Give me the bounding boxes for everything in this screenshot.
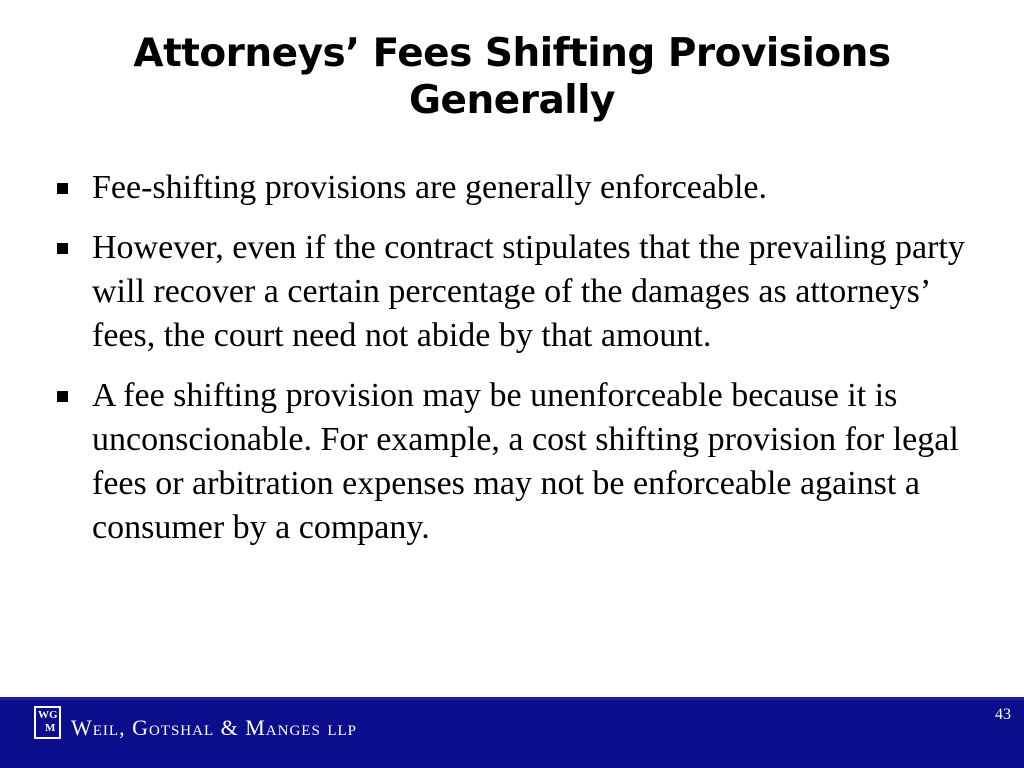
slide-title-line-2: Generally bbox=[409, 78, 615, 123]
bullet-item bbox=[55, 226, 985, 358]
slide-number: 43 bbox=[995, 706, 1011, 723]
slide-title-line-1: Attorneys’ Fees Shifting Provisions bbox=[133, 31, 891, 76]
square-bullet-icon bbox=[57, 391, 68, 402]
bullet-item bbox=[55, 166, 985, 210]
firm-logo-icon: WG M bbox=[34, 706, 61, 739]
footer-bar bbox=[0, 697, 1024, 768]
firm-name: Weil, Gotshal & Manges llp bbox=[71, 715, 357, 740]
footer-highlight bbox=[0, 697, 1024, 700]
square-bullet-icon bbox=[57, 243, 68, 254]
bullet-item bbox=[55, 374, 985, 550]
bullet-text: Fee-shifting provisions are generally enforceable. bbox=[92, 169, 768, 206]
bullet-text: However, even if the contract stipulates that the prevailing party will recover a certain percentage of the damages as attorneys’ fees, the court need not abide by that amount. bbox=[92, 229, 965, 354]
square-bullet-icon bbox=[57, 183, 68, 194]
bullet-text: A fee shifting provision may be unenforceable because it is unconscionable. For example, a cost shifting provision for legal fees or arbitration expenses may not be enforceable against a consumer by a company. bbox=[92, 377, 959, 546]
bullet-list bbox=[55, 166, 985, 566]
slide-title bbox=[40, 30, 984, 124]
